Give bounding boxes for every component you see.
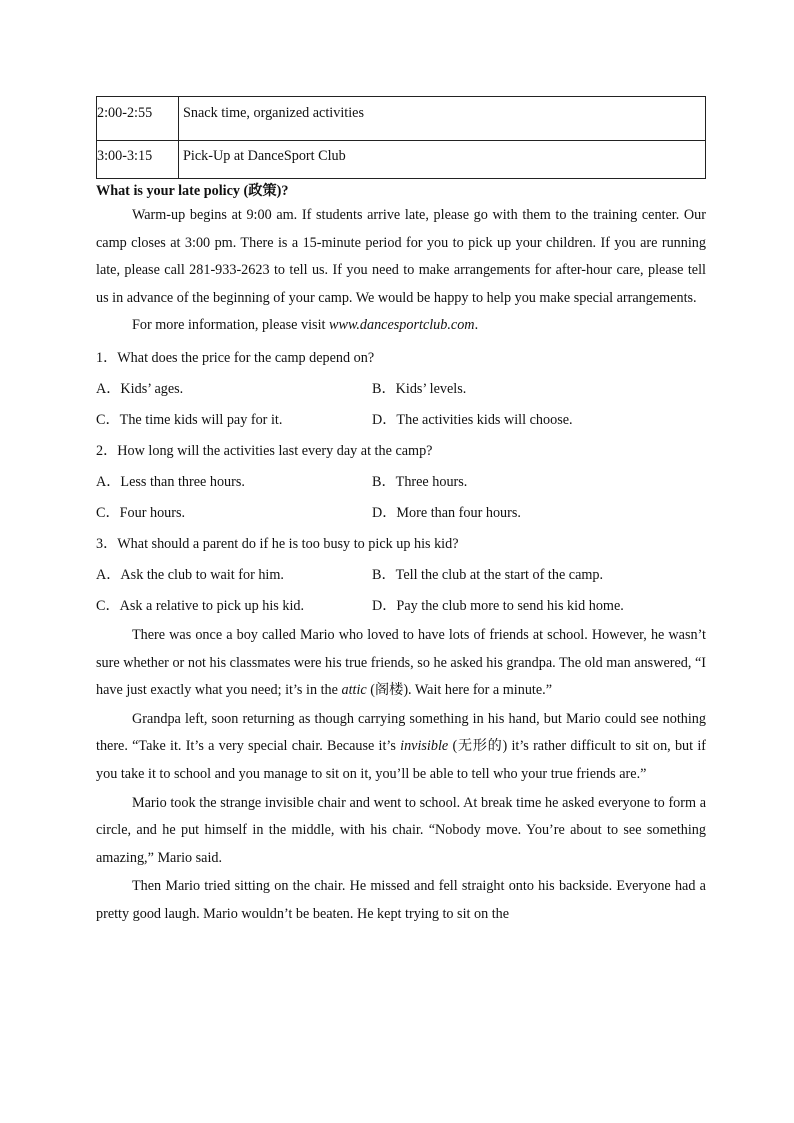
more-info-period: . [474,317,479,334]
option-row [96,503,706,523]
more-info-line [96,312,706,340]
option-b: B．Tell the club at the start of the camp. [372,566,604,583]
schedule-row [97,141,706,179]
question-stem: 3．What should a parent do if he is too busy to pick up his kid? [96,535,459,552]
story-paragraph-4: Then Mario tried sitting on the chair. He missed and fell straight onto his backside. Everyone had a pretty good laugh. Mario wouldn’t be beaten. He kept trying to sit on the [96,878,706,922]
option-b: B．Kids’ levels. [372,380,467,397]
story-paragraph-2 [96,706,706,789]
option-c: C．Ask a relative to pick up his kid. [96,597,305,614]
schedule-time: 3:00-3:15 [97,141,179,179]
option-d: D．Pay the club more to send his kid home. [372,597,624,614]
option-row [96,565,706,585]
question-stem: 2．How long will the activities last every day at the camp? [96,442,433,459]
story-italic-word: invisible [400,738,449,755]
option-c: C．The time kids will pay for it. [96,411,283,428]
schedule-time: 2:00-2:55 [97,97,179,141]
option-row [96,472,706,492]
option-row [96,379,706,399]
question-2 [96,441,706,523]
schedule-row [97,97,706,141]
late-policy-heading: What is your late policy (政策)? [96,183,289,199]
club-website-link[interactable]: www.dancesportclub.com [329,317,475,334]
document-page [96,96,706,929]
question-3 [96,534,706,616]
schedule-table [96,96,706,179]
option-a: A．Less than three hours. [96,473,245,490]
option-d: D．More than four hours. [372,504,521,521]
schedule-activity: Pick-Up at DanceSport Club [179,141,706,179]
option-row [96,596,706,616]
late-policy-paragraph: Warm-up begins at 9:00 am. If students arrive late, please go with them to the training center. Our camp closes at 3:00 pm. There is a 15-minute period for you to pick up your children. If you are running late, please call 281-933-2623 to tell us. If you need to make arrangements for after-hour care, please tell us in advance of the beginning of your camp. We would be happy to help you make special arrangements. [96,207,706,306]
option-b: B．Three hours. [372,473,468,490]
story-paragraph-3: Mario took the strange invisible chair and went to school. At break time he asked everyone to form a circle, and he put himself in the middle, with his chair. “Nobody move. You’re about to see something amazing,” Mario said. [96,794,706,866]
option-d: D．The activities kids will choose. [372,411,573,428]
schedule-activity: Snack time, organized activities [179,97,706,141]
more-info-text: For more information, please visit [132,317,330,334]
story-text: There was once a boy called Mario who loved to have lots of friends at school. However, he wasn’t sure whether or not his classmates were his true friends, so he asked his grandpa. The old man answered, “I have just exactly what you need; it’s in the [96,626,706,699]
option-a: A．Ask the club to wait for him. [96,566,284,583]
story-paragraph-1 [96,622,706,705]
question-1 [96,348,706,430]
story-text: (阁楼). Wait here for a minute.” [366,682,553,699]
story-italic-word: attic [341,682,367,699]
option-row [96,410,706,430]
story-text: Grandpa left, soon returning as though carrying something in his hand, but Mario could see nothing there. “Take it. It’s a very special chair. Because it’s [96,710,706,755]
question-stem: 1．What does the price for the camp depend on? [96,349,375,366]
story-text: (无形的) it’s rather difficult to sit on, but if you take it to school and you manage to sit on it, you’ll be able to tell who your true friends are.” [96,738,706,782]
story-passage [96,622,706,929]
option-c: C．Four hours. [96,504,186,521]
option-a: A．Kids’ ages. [96,380,184,397]
